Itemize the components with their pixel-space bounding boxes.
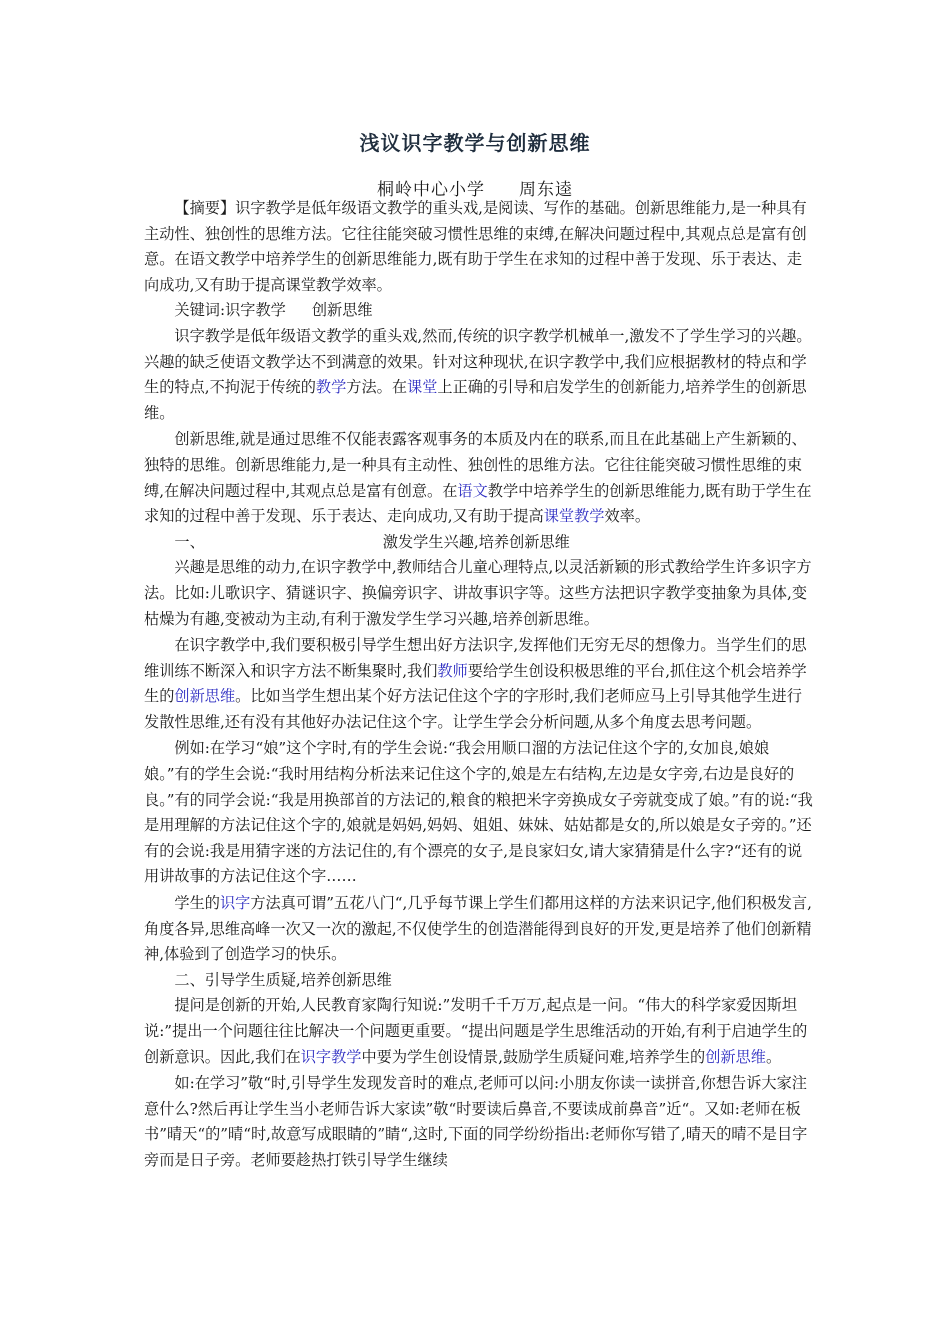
text-run: 学生的 [174,894,220,913]
link-jiaoxue[interactable]: 教学 [315,378,347,397]
text-run: 中要为学生创设情景,鼓励学生质疑问难,培养学生的 [361,1047,706,1066]
intro-paragraph [144,324,814,426]
section-2-paragraph-2: 如:在学习”敬“时,引导学生发现发音时的难点,老师可以问:小朋友你读一读拼音,你想告诉大家注意什么?然后再让学生当小老师告诉大家读”敬“时要读后鼻音,不要读成前鼻音”近“。又如:老师在板书”晴天“的”晴“时,故意写成眼睛的”睛“,这时,下面的同学纷纷指出:老师你写错了,晴天的晴不是目字旁而是日子旁。老师要趁热打铁引导学生继续 [144,1074,808,1169]
section-2-paragraph-1 [144,993,814,1070]
link-ketang-jiaoxue[interactable]: 课堂教学 [543,507,605,526]
link-chuangxin-siwei[interactable]: 创新思维 [174,687,236,706]
text-run: 方法。在 [346,378,408,397]
link-ketang[interactable]: 课堂 [407,378,438,397]
link-yuwen[interactable]: 语文 [457,481,488,500]
section-2-heading: 二、引导学生质疑,培养创新思维 [174,970,392,989]
document-body [144,196,814,1174]
text-run: 。 [765,1047,782,1066]
text-run: 上正确的引导和启发学生的创新能力,培养学生的创新思维。 [144,378,807,422]
abstract-paragraph: 【摘要】识字教学是低年级语文教学的重头戏,是阅读、写作的基础。创新思维能力,是一种具有主动性、独创性的思维方法。它往往能突破习惯性思维的束缚,在解决问题过程中,其观点总是富有创意。在语文教学中培养学生的创新思维能力,既有助于学生在求知的过程中善于发现、乐于表达、走向成功,又有助于提高课堂教学效率。 [144,199,807,294]
text-run: 。比如当学生想出某个好方法记住这个字的字形时,我们老师应马上引导其他学生进行发散性思维,还有没有其他好办法记住这个字。让学生学会分析问题,从多个角度去思考问题。 [144,687,802,731]
author-name: 周东逵 [519,180,573,200]
document-title: 浅议识字教学与创新思维 [359,131,591,155]
keywords-line [144,298,814,324]
link-chuangxin-siwei-2[interactable]: 创新思维 [705,1047,766,1066]
keyword-item: 创新思维 [311,301,373,320]
text-run: 在识字教学中,我们要积极引导学生想出好方法识字,发挥他们无穷无尽的想像力。当学生们的思维训练不断深入和识字方法不断集聚时,我们 [144,636,807,680]
text-run: 效率。 [604,507,651,526]
text-run: 教学中培养学生的创新思维能力,既有助于学生在求知的过程中善于发现、乐于表达、走向成功,又有助于提高 [144,481,812,526]
text-run: 要给学生创设积极思维的平台,抓住这个机会培养学生的 [144,661,807,706]
school-name: 桐岭中心小学 [377,180,485,200]
text-run: 创新思维,就是通过思维不仅能表露客观事务的本质及内在的联系,而且在此基础上产生新颖的、独特的思维。创新思维能力,是一种具有主动性、独创性的思维方法。它往往能突破习惯性思维的束缚,在解决问题过程中,其观点总是富有创意。在 [144,430,807,500]
text-run: 提问是创新的开始,人民教育家陶行知说:”发明千千万万,起点是一问。“伟大的科学家爱因斯坦说:”提出一个问题往往比解决一个问题更重要。“提出问题是学生思维活动的开始,有利于启迪学生的创新意识。因此,我们在 [144,996,808,1066]
link-shizi[interactable]: 识字 [219,894,251,913]
keywords-label: 关键词:识字教学 [174,301,286,320]
section-1-paragraph-4 [144,891,814,968]
link-shizi-jiaoxue[interactable]: 识字教学 [300,1047,362,1066]
text-run: 识字教学是低年级语文教学的重头戏,然而,传统的识字教学机械单一,激发不了学生学习的兴趣。兴趣的缺乏使语文教学达不到满意的效果。针对这种现状,在识字教学中,我们应根据教材的特点和学生的特点,不拘泥于传统的 [144,326,812,397]
section-1-number: 一、 [174,532,205,551]
section-1-heading [144,530,814,556]
section-1-paragraph-2 [144,633,814,735]
paragraph-2 [144,427,814,529]
link-jiaoshi[interactable]: 教师 [437,661,468,680]
section-1-title: 激发学生兴趣,培养创新思维 [382,532,570,551]
section-1-paragraph-3: 例如:在学习“娘”这个字时,有的学生会说:“我会用顺口溜的方法记住这个字的,女加良,娘娘娘。”有的学生会说:“我时用结构分析法来记住这个字的,娘是左右结构,左边是女字旁,右边是良好的良。”有的同学会说:“我是用换部首的方法记的,粮食的粮把米字旁换成女子旁就变成了娘。”有的说:“我是用理解的方法记住这个字的,娘就是妈妈,妈妈、姐姐、妹妹、姑姑都是女的,所以娘是女子旁的。”还有的会说:我是用猜字迷的方法记住的,有个漂亮的女子,是良家妇女,请大家猜猜是什么字?“还有的说用讲故事的方法记住这个字…… [144,739,813,886]
text-run: 方法真可谓”五花八门“,几乎每节课上学生们都用这样的方法来识记字,他们积极发言,角度各异,思维高峰一次又一次的激起,不仅使学生的创造潜能得到良好的开发,更是培养了他们创新精神,体验到了创造学习的快乐。 [144,894,812,964]
section-1-paragraph-1: 兴趣是思维的动力,在识字教学中,教师结合儿童心理特点,以灵活新颖的形式教给学生许多识字方法。比如:儿歌识字、猜谜识字、换偏旁识字、讲故事识字等。这些方法把识字教学变抽象为具体,变枯燥为有趣,变被动为主动,有利于激发学生学习兴趣,培养创新思维。 [144,558,812,628]
